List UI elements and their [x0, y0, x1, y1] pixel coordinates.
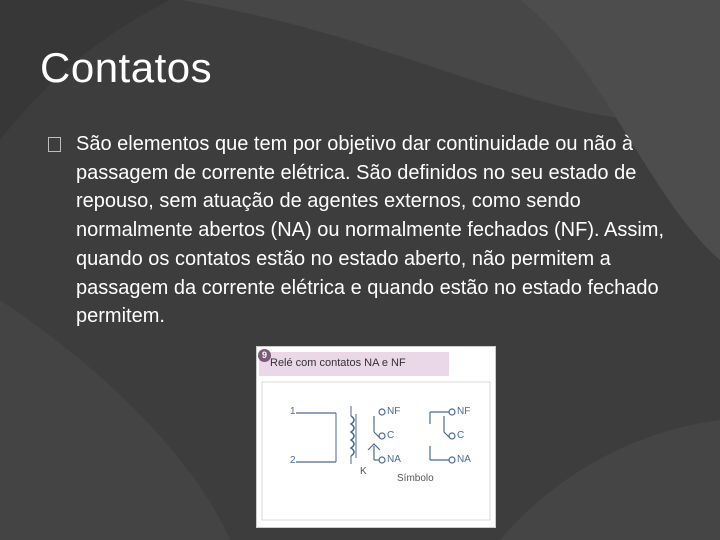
- relay-figure: [256, 346, 496, 528]
- figure-number-badge: 9: [258, 349, 271, 362]
- contact-c-right-label: C: [457, 430, 465, 441]
- coil-label: K: [360, 466, 367, 477]
- terminal-2-label: 2: [290, 455, 296, 466]
- figure-caption: Relé com contatos NA e NF: [270, 357, 406, 369]
- contact-na-left-label: NA: [387, 454, 401, 465]
- contact-nf-right-label: NF: [457, 406, 471, 417]
- symbol-label: Símbolo: [397, 473, 434, 484]
- bullet-marker-icon: [48, 137, 61, 152]
- contact-nf-left-label: NF: [387, 406, 401, 417]
- bullet-text: São elementos que tem por objetivo dar continuidade ou não à passagem de corrente elétrica. São definidos no seu estado de repouso, sem atuação de agentes externos, como sendo normalmente abertos (NA) ou normalmente fechados (NF). Assim, quando os contatos estão no estado aberto, não permitem a passagem da corrente elétrica e quando estão no estado fechado permitem.: [76, 133, 664, 328]
- slide-title: Contatos: [40, 44, 213, 91]
- terminal-1-label: 1: [290, 406, 296, 417]
- contact-na-right-label: NA: [457, 454, 471, 465]
- contact-c-left-label: C: [387, 430, 395, 441]
